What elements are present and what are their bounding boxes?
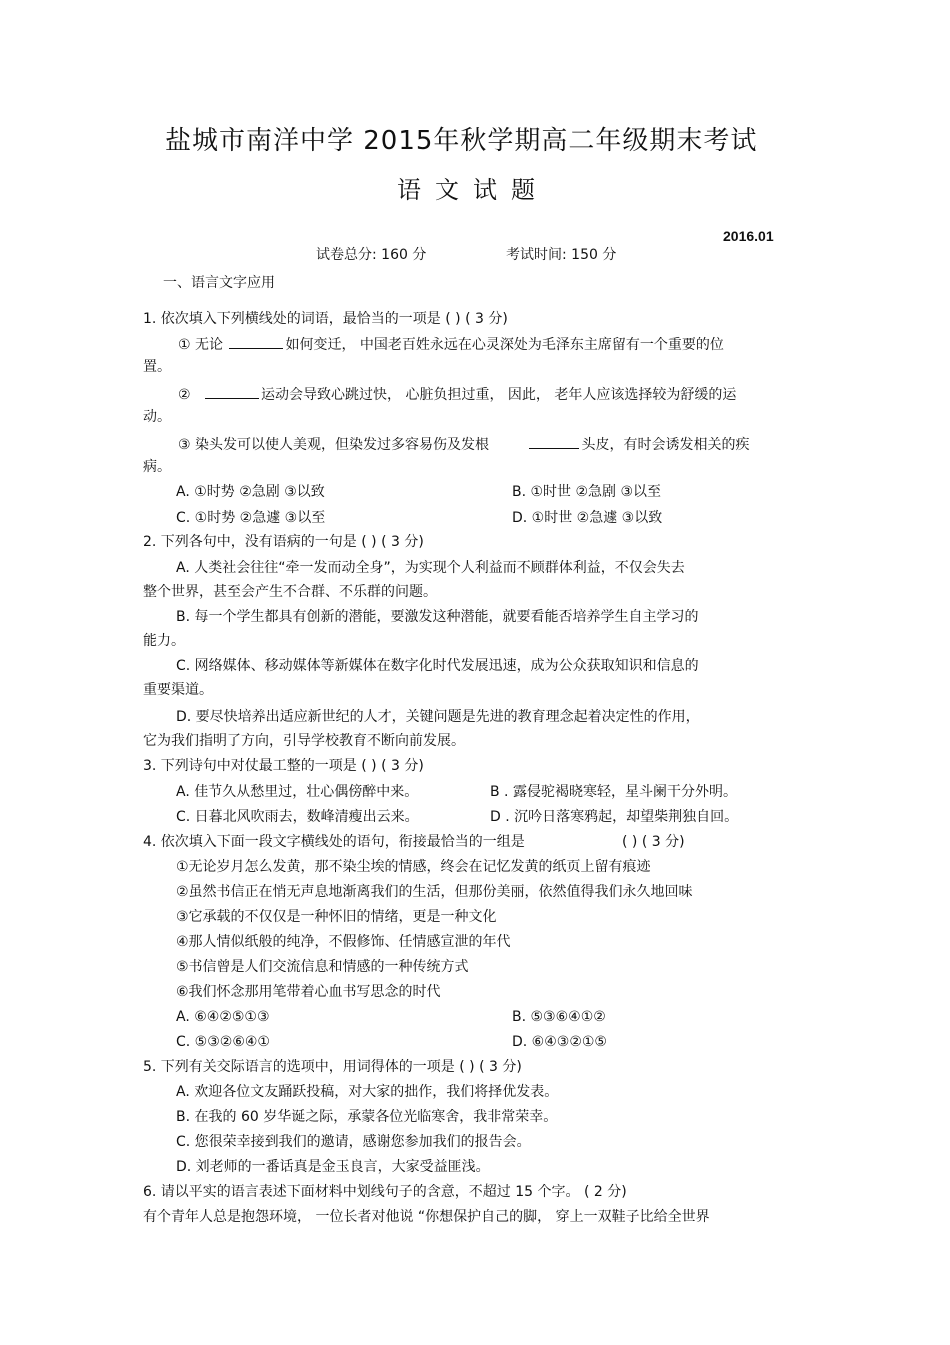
q5-option-d[interactable]: D. 刘老师的一番话真是金玉良言，大家受益匪浅。 (176, 1159, 490, 1175)
q1-option-a[interactable]: A. ①时势 ②急剧 ③以致 (176, 484, 325, 500)
q2-option-b-cont: 能力。 (143, 633, 185, 649)
q3-option-d[interactable]: D . 沉吟日落寒鸦起，却望柴荆独自回。 (490, 809, 739, 825)
answer-blank[interactable] (529, 434, 579, 449)
answer-blank[interactable] (205, 384, 259, 399)
exam-title: 盐城市南洋中学 2015年秋学期高二年级期末考试 (165, 126, 758, 156)
q3-stem: 3. 下列诗句中对仗最工整的一项是 ( ) ( 3 分) (143, 758, 424, 774)
q5-option-c[interactable]: C. 您很荣幸接到我们的邀请，感谢您参加我们的报告会。 (176, 1134, 531, 1150)
q1-s3-wrap: 病。 (143, 459, 171, 475)
q1-s2-rest: 运动会导致心跳过快， 心脏负担过重， 因此， 老年人应该选择较为舒缓的运 (261, 387, 737, 403)
q3-option-b[interactable]: B . 露侵驼褐晓寒轻，星斗阑干分外明。 (490, 784, 737, 800)
q4-item-4: ④那人情似纸般的纯净，不假修饰、任情感宣泄的年代 (176, 934, 511, 950)
q4-option-a[interactable]: A. ⑥④②⑤①③ (176, 1009, 270, 1025)
section-title: 一、语言文字应用 (163, 275, 275, 291)
q5-option-b[interactable]: B. 在我的 60 岁华诞之际，承蒙各位光临寒舍，我非常荣幸。 (176, 1109, 558, 1125)
q2-option-d-cont: 它为我们指明了方向，引导学校教育不断向前发展。 (143, 733, 465, 749)
q4-bracket: ( ) ( 3 分) (622, 834, 685, 850)
exam-date: 2016.01 (723, 228, 774, 244)
q5-stem: 5. 下列有关交际语言的选项中，用词得体的一项是 ( ) ( 3 分) (143, 1059, 522, 1075)
answer-blank[interactable] (229, 334, 283, 349)
q4-item-1: ①无论岁月怎么发黄，那不染尘埃的情感，终会在记忆发黄的纸页上留有痕迹 (176, 859, 651, 875)
q2-option-c[interactable]: C. 网络媒体、移动媒体等新媒体在数字化时代发展迅速，成为公众获取知识和信息的 (176, 658, 699, 674)
q6-stem: 6. 请以平实的语言表述下面材料中划线句子的含意，不超过 15 个字。 ( 2 分) (143, 1184, 627, 1200)
q6-material: 有个青年人总是抱怨环境， 一位长者对他说 “你想保护自己的脚， 穿上一双鞋子比给全世界 (143, 1209, 710, 1225)
q4-item-5: ⑤书信曾是人们交流信息和情感的一种传统方式 (176, 959, 469, 975)
q1-option-c[interactable]: C. ①时势 ②急遽 ③以至 (176, 510, 326, 526)
exam-time: 考试时间: 150 分 (506, 247, 617, 263)
q2-stem: 2. 下列各句中，没有语病的一句是 ( ) ( 3 分) (143, 534, 424, 550)
q2-option-d[interactable]: D. 要尽快培养出适应新世纪的人才，关键问题是先进的教育理念起着决定性的作用， (176, 709, 700, 725)
q1-s3-start: ③ 染头发可以使人美观，但染发过多容易伤及发根 (178, 437, 489, 453)
q3-option-c[interactable]: C. 日暮北风吹雨去，数峰清瘦出云来。 (176, 809, 419, 825)
q2-option-a-cont: 整个世界，甚至会产生不合群、不乐群的问题。 (143, 584, 437, 600)
q1-sentence-2 (178, 384, 736, 404)
q5-option-a[interactable]: A. 欢迎各位文友踊跃投稿，对大家的拙作，我们将择优发表。 (176, 1084, 559, 1100)
q3-option-a[interactable]: A. 佳节久从愁里过，壮心偶傍醉中来。 (176, 784, 419, 800)
q2-option-c-cont: 重要渠道。 (143, 682, 213, 698)
q4-option-d[interactable]: D. ⑥④③②①⑤ (512, 1034, 607, 1050)
q1-sentence-3 (178, 434, 749, 454)
q1-sentence-1 (178, 334, 724, 354)
total-score: 试卷总分: 160 分 (316, 247, 427, 263)
q1-s1-start: ① 无论 (178, 337, 224, 353)
q1-s1-rest: 如何变迁， 中国老百姓永远在心灵深处为毛泽东主席留有一个重要的位 (285, 337, 724, 353)
q1-s2-wrap: 动。 (143, 409, 171, 425)
q4-item-3: ③它承载的不仅仅是一种怀旧的情绪，更是一种文化 (176, 909, 497, 925)
q1-s3-rest: 头皮，有时会诱发相关的疾 (581, 437, 750, 453)
subject-title: 语文试题 (397, 176, 549, 204)
q4-item-6: ⑥我们怀念那用笔带着心血书写思念的时代 (176, 984, 441, 1000)
q4-item-2: ②虽然书信正在悄无声息地渐离我们的生活，但那份美丽，依然值得我们永久地回味 (176, 884, 693, 900)
q1-s2-start: ② (178, 387, 191, 403)
q1-stem: 1. 依次填入下列横线处的词语，最恰当的一项是 ( ) ( 3 分) (143, 311, 508, 327)
q2-option-b[interactable]: B. 每一个学生都具有创新的潜能，要激发这种潜能，就要看能否培养学生自主学习的 (176, 609, 699, 625)
q2-option-a[interactable]: A. 人类社会往往“牵一发而动全身”，为实现个人利益而不顾群体利益，不仅会失去 (176, 560, 685, 576)
q4-stem: 4. 依次填入下面一段文字横线处的语句，衔接最恰当的一组是 (143, 834, 525, 850)
q1-option-d[interactable]: D. ①时世 ②急遽 ③以致 (512, 510, 663, 526)
q4-option-c[interactable]: C. ⑤③②⑥④① (176, 1034, 270, 1050)
q1-option-b[interactable]: B. ①时世 ②急剧 ③以至 (512, 484, 662, 500)
q1-s1-wrap: 置。 (143, 359, 171, 375)
q4-option-b[interactable]: B. ⑤③⑥④①② (512, 1009, 606, 1025)
